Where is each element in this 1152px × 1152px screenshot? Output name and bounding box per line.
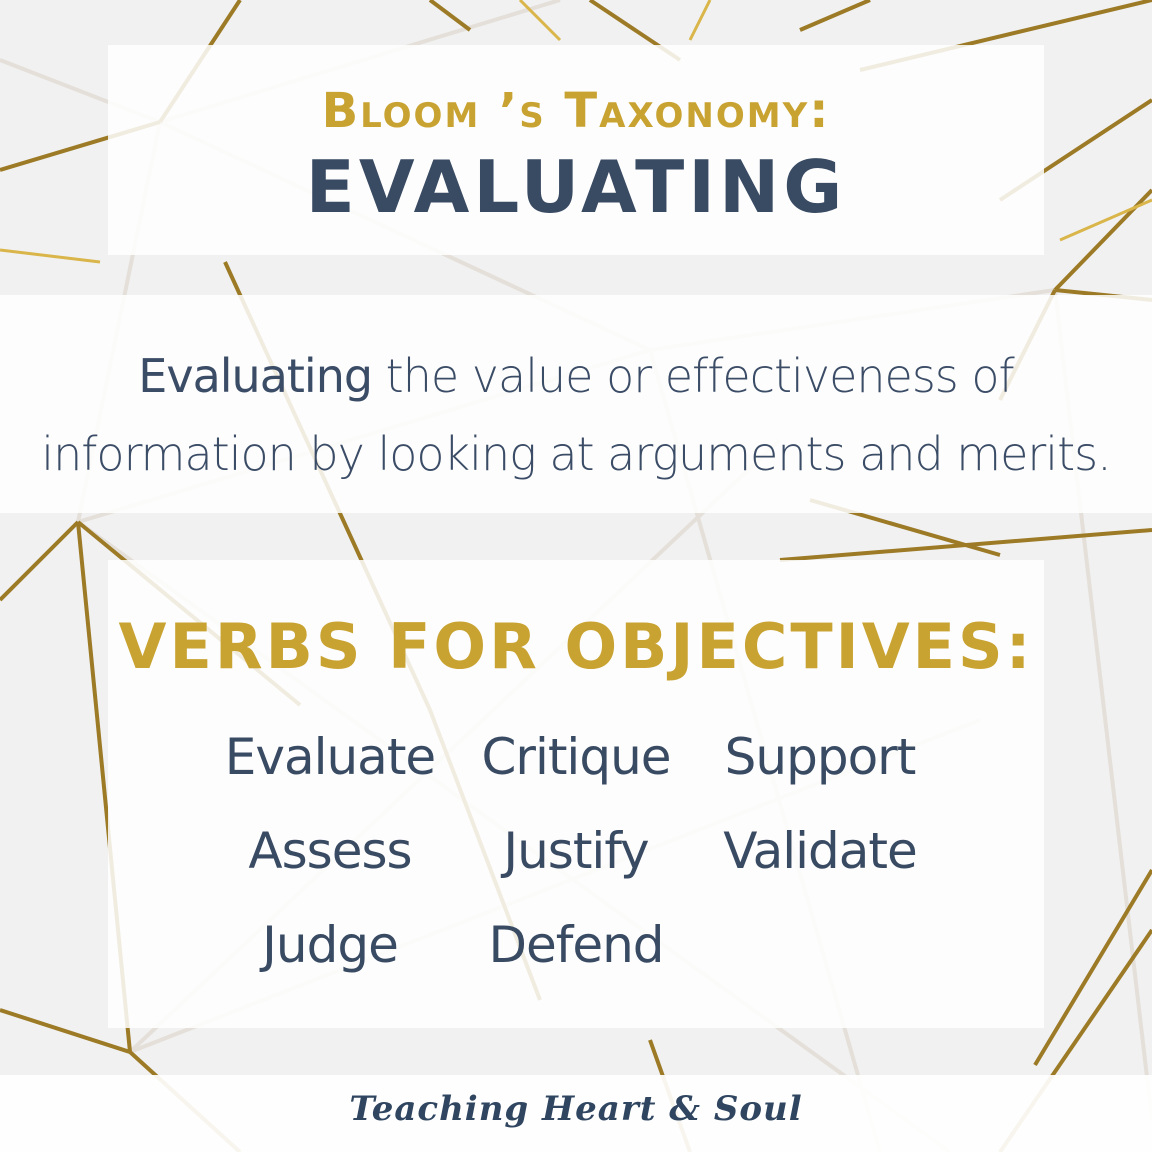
verb-item: Assess bbox=[248, 822, 412, 880]
verb-item: Validate bbox=[723, 822, 917, 880]
description-lead-word: Evaluating bbox=[138, 349, 373, 403]
brand-footer: Teaching Heart & Soul bbox=[349, 1089, 803, 1129]
verb-item: Critique bbox=[481, 728, 671, 786]
verb-item: Judge bbox=[262, 916, 398, 974]
verbs-heading: VERBS FOR OBJECTIVES: bbox=[118, 610, 1034, 683]
description-panel bbox=[0, 295, 1152, 513]
verb-item: Evaluate bbox=[224, 728, 436, 786]
verb-item: Defend bbox=[488, 916, 664, 974]
verb-item: Justify bbox=[503, 822, 649, 880]
title-panel bbox=[108, 45, 1044, 255]
title-subheading: Bloom ’s Taxonomy: bbox=[321, 83, 831, 139]
verbs-panel bbox=[108, 560, 1044, 1028]
footer-panel bbox=[0, 1075, 1152, 1152]
description-text bbox=[40, 337, 1112, 493]
verb-item: Support bbox=[724, 728, 916, 786]
description-rest: the value or effectiveness of information by looking at arguments and merits. bbox=[41, 349, 1111, 481]
page-title: EVALUATING bbox=[305, 145, 847, 229]
